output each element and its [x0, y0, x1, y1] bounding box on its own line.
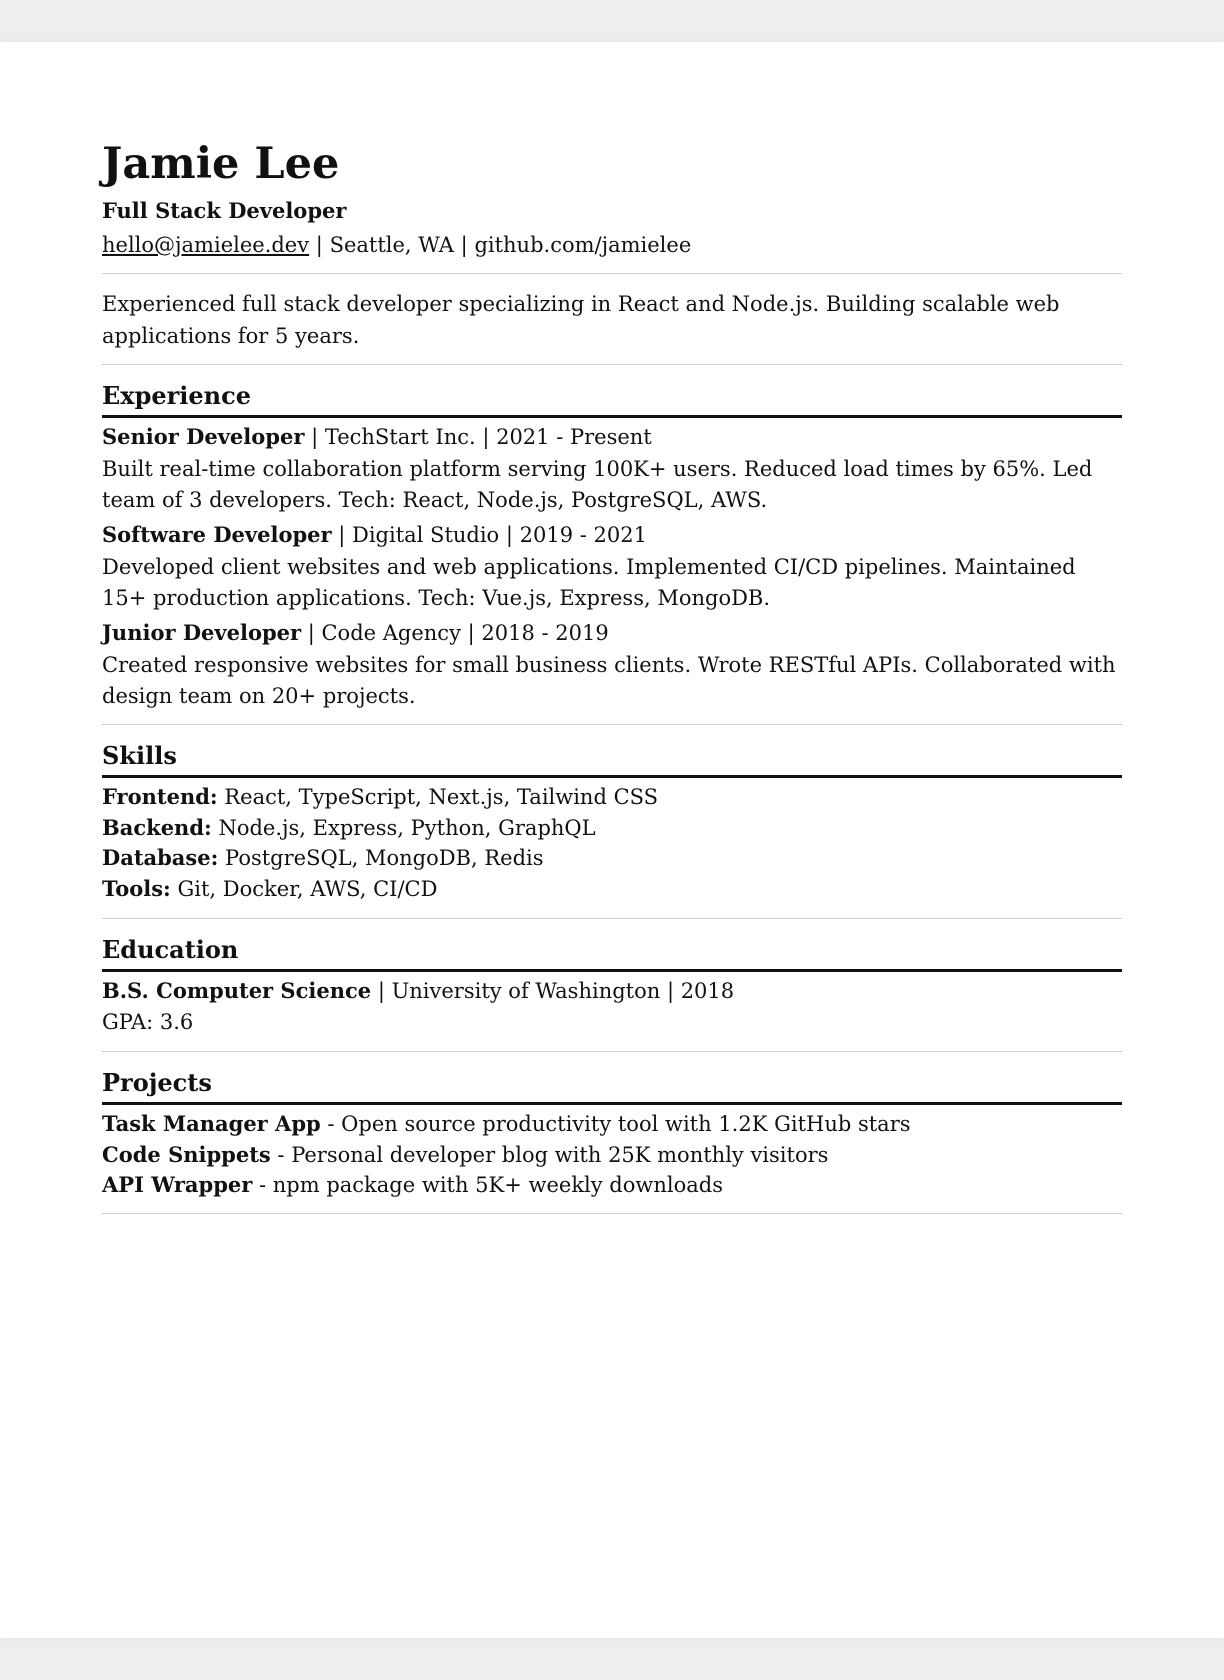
- job-description: Created responsive websites for small business clients. Wrote RESTful APIs. Collaborated with design team on 20+ projects.: [102, 653, 1116, 708]
- skill-row: [102, 782, 1122, 813]
- job-role: Senior Developer: [102, 424, 305, 449]
- job-meta: | TechStart Inc. | 2021 - Present: [304, 425, 652, 449]
- skills-list: [102, 778, 1122, 918]
- job-entry: [102, 422, 1122, 516]
- education-section: [102, 935, 1122, 1052]
- skill-value: React, TypeScript, Next.js, Tailwind CSS: [217, 785, 659, 809]
- project-name: Code Snippets: [102, 1141, 271, 1167]
- divider: [102, 1213, 1122, 1214]
- contact-separator: |: [460, 233, 468, 257]
- degree-meta: | University of Washington | 2018: [371, 979, 735, 1003]
- skill-value: PostgreSQL, MongoDB, Redis: [218, 846, 544, 870]
- job-header: [102, 618, 1122, 648]
- resume-content: [102, 138, 1122, 1214]
- degree-line: [102, 976, 1122, 1007]
- project-name: API Wrapper: [102, 1172, 253, 1197]
- gpa-text: GPA: 3.6: [102, 1009, 194, 1034]
- divider: [102, 273, 1122, 274]
- project-name: Task Manager App: [102, 1111, 321, 1136]
- projects-section: [102, 1068, 1122, 1214]
- job-role: Junior Developer: [102, 620, 302, 645]
- section-heading-education: Education: [102, 935, 239, 964]
- contact-separator: |: [315, 233, 323, 257]
- skill-label: Tools:: [102, 875, 171, 901]
- divider: [102, 364, 1122, 365]
- project-item: [102, 1140, 1122, 1171]
- skill-value: Git, Docker, AWS, CI/CD: [170, 876, 438, 901]
- section-rule: [102, 415, 1122, 418]
- project-description: - Open source productivity tool with 1.2K GitHub stars: [320, 1112, 911, 1136]
- skill-label: Database:: [102, 845, 219, 870]
- section-heading-projects: Projects: [102, 1068, 212, 1097]
- project-description: - npm package with 5K+ weekly downloads: [252, 1173, 723, 1197]
- project-item: [102, 1170, 1122, 1201]
- section-heading-skills: Skills: [102, 741, 177, 770]
- job-role: Software Developer: [102, 522, 332, 547]
- experience-list: [102, 422, 1122, 724]
- section-heading-experience: Experience: [102, 381, 252, 410]
- job-meta: | Digital Studio | 2019 - 2021: [331, 523, 647, 547]
- job-header: [102, 422, 1122, 452]
- project-item: [102, 1109, 1122, 1140]
- job-entry: [102, 618, 1122, 712]
- skill-row: [102, 843, 1122, 874]
- contact-line: [102, 231, 1122, 259]
- project-description: - Personal developer blog with 25K monthly visitors: [270, 1142, 829, 1167]
- job-description: Built real-time collaboration platform serving 100K+ users. Reduced load times by 65%. Led team of 3 developers. Tech: React, Node.js, PostgreSQL, AWS.: [102, 457, 1093, 512]
- website-text: github.com/jamielee: [474, 233, 692, 257]
- projects-list: [102, 1105, 1122, 1213]
- job-description: Developed client websites and web applications. Implemented CI/CD pipelines. Maintained 15+ production applications. Tech: Vue.js, Express, MongoDB.: [102, 555, 1076, 610]
- email-link[interactable]: hello@jamielee.dev: [102, 233, 310, 257]
- job-meta: | Code Agency | 2018 - 2019: [301, 621, 609, 645]
- education-entry: [102, 972, 1122, 1051]
- skill-row: [102, 874, 1122, 905]
- skill-label: Frontend:: [102, 784, 218, 809]
- experience-section: [102, 381, 1122, 725]
- divider: [102, 724, 1122, 725]
- location-text: Seattle, WA: [329, 233, 454, 257]
- candidate-title: Full Stack Developer: [102, 198, 347, 223]
- summary-text: Experienced full stack developer specializing in React and Node.js. Building scalable web applications for 5 years.: [102, 292, 1060, 348]
- job-entry: [102, 520, 1122, 614]
- skill-label: Backend:: [102, 814, 212, 840]
- candidate-name: Jamie Lee: [102, 139, 340, 189]
- divider: [102, 918, 1122, 919]
- divider: [102, 1051, 1122, 1052]
- skill-row: [102, 813, 1122, 844]
- degree-name: B.S. Computer Science: [102, 978, 372, 1003]
- skill-value: Node.js, Express, Python, GraphQL: [211, 815, 596, 840]
- skills-section: [102, 741, 1122, 919]
- job-header: [102, 520, 1122, 550]
- resume-page: [0, 42, 1224, 1638]
